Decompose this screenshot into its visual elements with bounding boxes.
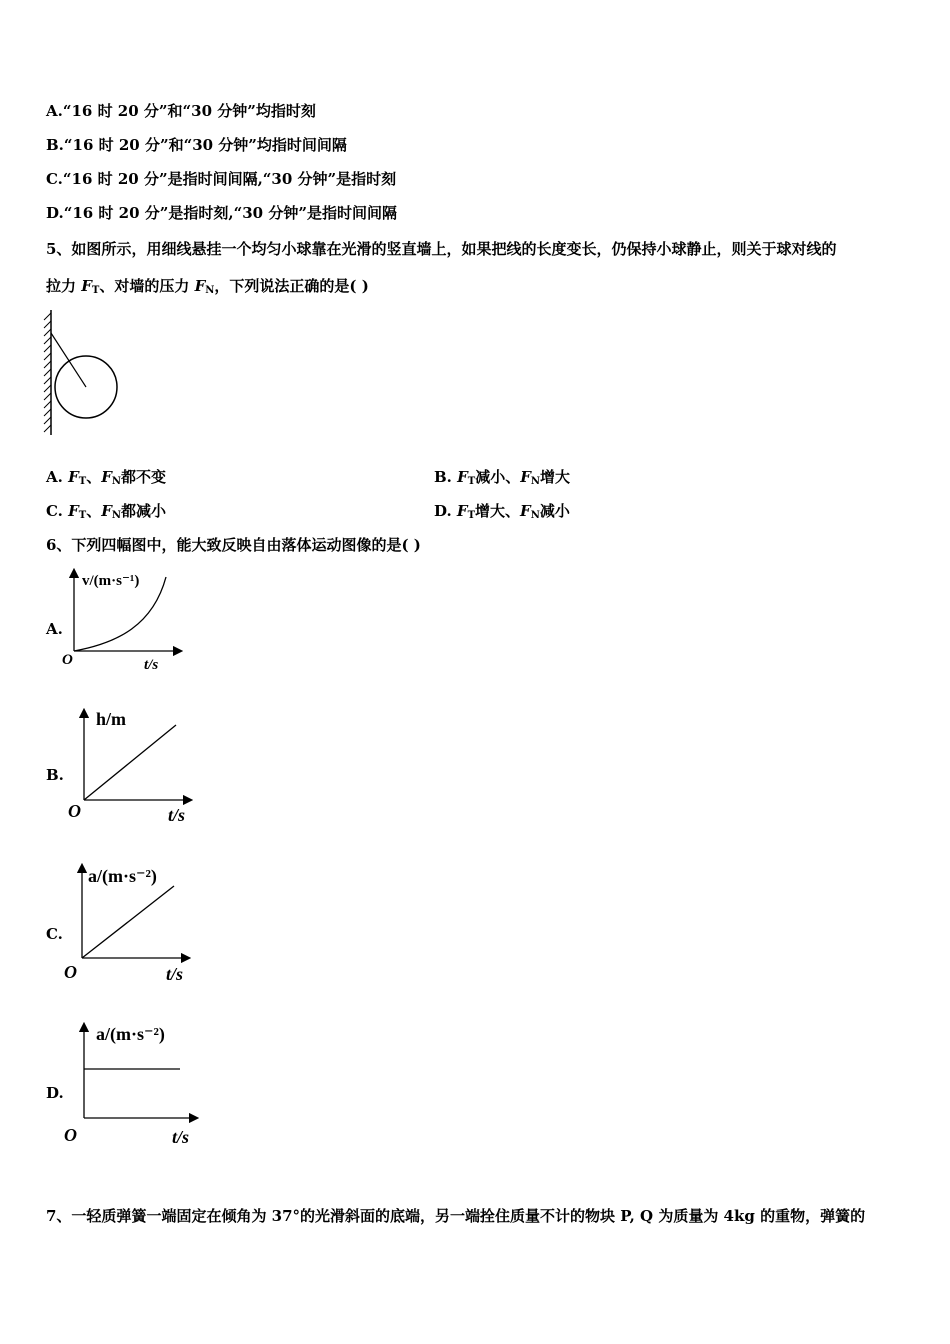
q5-option-a: A. $F_T$、$F_N$都不变 bbox=[46, 468, 167, 487]
q5-option-c: C. $F_T$、$F_N$都减小 bbox=[46, 502, 167, 521]
q4-option-c: C.“16 时 20 分”是指时间间隔,“30 分钟”是指时刻 bbox=[46, 170, 397, 188]
q7-stem: 7、一轻质弹簧一端固定在倾角为 37°的光滑斜面的底端，另一端拴住质量不计的物块 P, Q 为质量为 4kg 的重物，弹簧的 bbox=[46, 1207, 866, 1225]
q6-graph-b-origin: O bbox=[68, 801, 81, 821]
q6-graph-d-label: D. bbox=[46, 1084, 64, 1102]
q6-graph-d-y-label: a/(m·s⁻²) bbox=[96, 1024, 165, 1044]
q6-graph-d bbox=[60, 1015, 220, 1150]
q6-graph-c-origin: O bbox=[64, 962, 77, 982]
q5-wall-ball-figure bbox=[40, 305, 130, 440]
q6-graph-a bbox=[58, 565, 188, 675]
q4-option-d: D.“16 时 20 分”是指时刻,“30 分钟”是指时间间隔 bbox=[46, 204, 397, 222]
q6-graph-b-x-label: t/s bbox=[168, 805, 186, 825]
q6-stem: 6、下列四幅图中，能大致反映自由落体运动图像的是( ) bbox=[46, 536, 421, 554]
q5-option-b: B. $F_T$减小、$F_N$增大 bbox=[434, 468, 571, 487]
q5-option-d: D. $F_T$增大、$F_N$减小 bbox=[434, 502, 570, 521]
q6-graph-c-label: C. bbox=[46, 925, 63, 943]
q6-graph-a-y-label: v/(m·s⁻¹) bbox=[82, 573, 140, 589]
q6-graph-a-label: A. bbox=[46, 620, 63, 638]
q5-stem-line1: 5、如图所示，用细线悬挂一个均匀小球靠在光滑的竖直墙上，如果把线的长度变长，仍保持小球静止，则关于球对线的 bbox=[46, 240, 837, 258]
q6-graph-b-y-label: h/m bbox=[96, 709, 127, 729]
q6-graph-a-origin: O bbox=[62, 652, 73, 668]
q5-stem-line2: 拉力 $F_T$、对墙的压力 $F_N$，下列说法正确的是( ) bbox=[46, 277, 369, 296]
q6-graph-c-y-label: a/(m·s⁻²) bbox=[88, 866, 157, 886]
q6-graph-b bbox=[62, 703, 212, 828]
q6-graph-d-origin: O bbox=[64, 1125, 77, 1145]
q6-graph-d-x-label: t/s bbox=[172, 1127, 190, 1147]
q6-graph-b-label: B. bbox=[46, 766, 64, 784]
q4-option-b: B.“16 时 20 分”和“30 分钟”均指时间间隔 bbox=[46, 136, 347, 154]
q6-graph-a-x-label: t/s bbox=[144, 657, 159, 673]
q4-option-a: A.“16 时 20 分”和“30 分钟”均指时刻 bbox=[46, 102, 316, 120]
q6-graph-c bbox=[60, 858, 210, 988]
q6-graph-c-x-label: t/s bbox=[166, 964, 184, 984]
